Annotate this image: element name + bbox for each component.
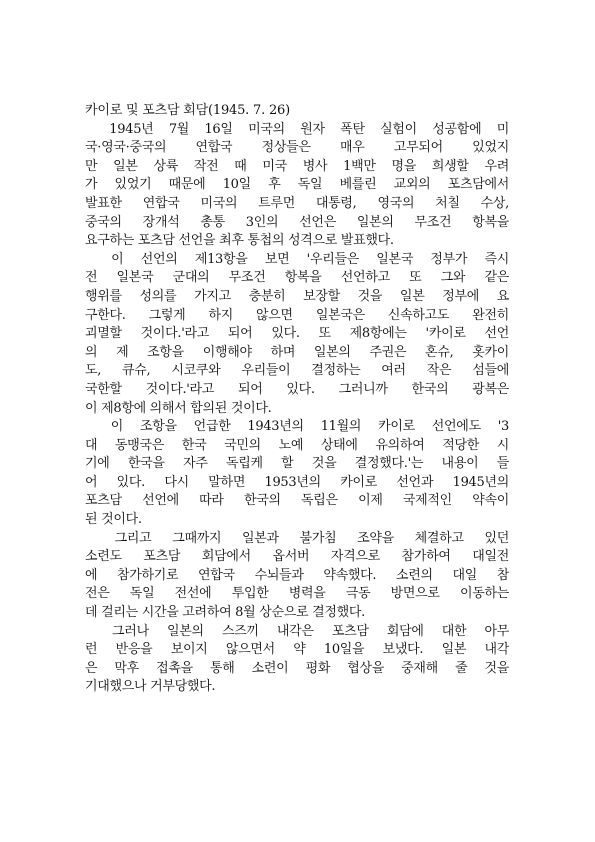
text-line: 은 막후 접촉을 통해 소련이 평화 협상을 중재해 줄 것을 xyxy=(85,660,509,676)
text-line: 이 선언의 제13항을 보면 '우리들은 일본국 정부가 즉시 xyxy=(85,251,509,267)
body-text xyxy=(85,121,509,697)
text-line: 전은 독일 전선에 투입한 병력을 극동 방면으로 이동하는 xyxy=(85,586,509,602)
document-page xyxy=(85,102,509,697)
paragraph xyxy=(85,121,509,251)
text-line: 의 제 조항을 이행해야 하며 일본의 주권은 혼슈, 홋카이 xyxy=(85,344,509,360)
text-line: 가 있었기 때문에 10일 후 독일 베를린 교외의 포츠담에서 xyxy=(85,177,509,193)
text-line: 발표한 연합국 미국의 트루먼 대통령, 영국의 처칠 수상, xyxy=(85,195,509,211)
text-line: 포츠담 선언에 따라 한국의 독립은 이제 국제적인 약속이 xyxy=(85,493,509,509)
text-line: 중국의 장개석 총통 3인의 선언은 일본의 무조건 항복을 xyxy=(85,214,509,230)
text-line: 전 일본국 군대의 무조건 항복을 선언하고 또 그와 같은 xyxy=(85,270,509,286)
section-title: 카이로 및 포츠담 회담(1945. 7. 26) xyxy=(85,103,290,118)
text-line: 국한할 것이다.'라고 되어 있다. 그러니까 한국의 광복은 xyxy=(85,381,509,397)
paragraph xyxy=(85,530,509,623)
text-line: 만 일본 상륙 작전 때 미국 병사 1백만 명을 희생할 우려 xyxy=(85,158,509,174)
text-line: 구한다. 그렇게 하지 않으면 일본국은 신속하고도 완전히 xyxy=(85,307,509,323)
text-line: 대 동맹국은 한국 국민의 노예 상태에 유의하여 적당한 시 xyxy=(85,437,509,453)
text-line: 괴멸할 것이다.'라고 되어 있다. 또 제8항에는 '카이로 선언 xyxy=(85,326,509,342)
text-line: 그리고 그때까지 일본과 불가침 조약을 체결하고 있던 xyxy=(85,530,509,546)
text-line: 요구하는 포츠담 선언을 최후 통첩의 성격으로 발표했다. xyxy=(85,233,394,249)
text-line: 국·영국·중국의 연합국 정상들은 매우 고무되어 있었지 xyxy=(85,140,509,156)
paragraph xyxy=(85,251,509,418)
text-line: 이 조항을 언급한 1943년의 11월의 카이로 선언에도 '3 xyxy=(85,419,509,435)
text-line: 데 걸리는 시간을 고려하여 8월 상순으로 결정했다. xyxy=(85,605,365,621)
text-line: 이 제8항에 의해서 합의된 것이다. xyxy=(85,400,272,416)
paragraph xyxy=(85,623,509,697)
text-line: 1945년 7월 16일 미국의 원자 폭탄 실험이 성공함에 미 xyxy=(85,121,509,137)
text-line: 도, 큐슈, 시코쿠와 우리들이 결정하는 여러 작은 섬들에 xyxy=(85,363,509,379)
paragraph xyxy=(85,418,509,530)
text-line: 기에 한국을 자주 독립케 할 것을 결정했다.'는 내용이 들 xyxy=(85,456,509,472)
text-line: 어 있다. 다시 말하면 1953년의 카이로 선언과 1945년의 xyxy=(85,474,509,490)
text-line: 기대했으나 거부당했다. xyxy=(85,679,216,695)
text-line: 행위를 성의를 가지고 충분히 보장할 것을 일본 정부에 요 xyxy=(85,288,509,304)
text-line: 그러나 일본의 스즈끼 내각은 포츠담 회담에 대한 아무 xyxy=(85,623,509,639)
text-line: 된 것이다. xyxy=(85,512,142,528)
text-line: 에 참가하기로 연합국 수뇌들과 약속했다. 소련의 대일 참 xyxy=(85,567,509,583)
text-line: 소련도 포츠담 회담에서 옵서버 자격으로 참가하여 대일전 xyxy=(85,549,509,565)
text-line: 런 반응을 보이지 않으면서 약 10일을 보냈다. 일본 내각 xyxy=(85,642,509,658)
